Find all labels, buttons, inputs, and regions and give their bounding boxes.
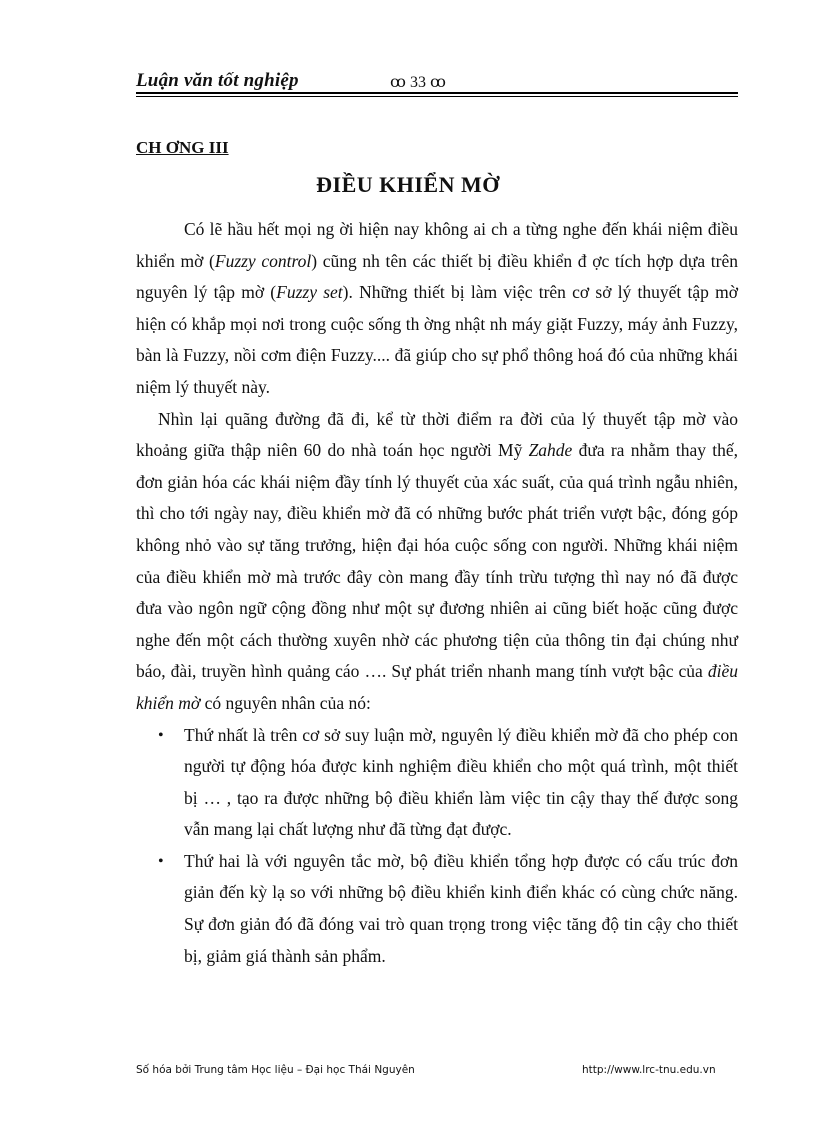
term-dieu-khien-mo: điều khiển mờ (136, 661, 738, 713)
header-rule (136, 92, 738, 94)
paragraph-2-text-a: Nhìn lại quãng đường đã đi, kể từ thời điểm ra đời của lý thuyết tập mờ vào khoảng giữa thập niên 60 do nhà toán học người Mỹ (136, 408, 738, 461)
paragraph-2 (136, 404, 738, 720)
chapter-title: ĐIỀU KHIỂN MỜ (316, 172, 500, 197)
list-item (136, 846, 738, 972)
term-zahde: Zahde (528, 440, 573, 461)
paragraph-1-text-a: Có lẽ hầu hết mọi ng ời hiện nay không ai ch a từng nghe đến khái niệm điều khiển mờ ( (136, 219, 738, 271)
paragraph-1-text-e: ). Những thiết bị làm việc trên cơ sở lý thuyết tập mờ hiện có khắp mọi nơi trong cuộc sống th ờng nhật nh máy giặt Fuzzy, máy ảnh Fuzzy, bàn là Fuzzy, nồi cơm điện Fuzzy.... đã giúp cho sự phổ thông hoá đó của những khái niệm lý thuyết này. (136, 282, 738, 397)
list-item-text: Thứ nhất là trên cơ sở suy luận mờ, nguyên lý điều khiển mờ đã cho phép con người tự động hóa được kinh nghiệm điều khiển cho một quá trình, một thiết bị … , tạo ra được những bộ điều khiển làm việc tin cậy thay thế được song vẫn mang lại chất lượng như đã từng đạt được. (184, 724, 738, 840)
paragraph-2-text-e: có nguyên nhân của nó: (200, 692, 371, 713)
list-item-text: Thứ hai là với nguyên tắc mờ, bộ điều khiển tổng hợp được có cấu trúc đơn giản đến kỳ lạ so với những bộ điều khiển kinh điển khác có cùng chức năng. Sự đơn giản đó đã đóng vai trò quan trọng trong việc tăng độ tin cậy cho thiết bị, giảm giá thành sản phẩm. (184, 850, 738, 966)
bullet-icon: • (158, 726, 164, 744)
header-title: Luận văn tốt nghiệp (136, 70, 299, 91)
term-fuzzy-set: Fuzzy set (276, 282, 343, 303)
document-body (136, 214, 738, 972)
page-number: ꝏ 33 ꝏ (390, 74, 446, 91)
reasons-list (136, 720, 738, 973)
chapter-label: CH ƠNG III (136, 138, 229, 157)
page-header (136, 68, 738, 98)
list-item (136, 720, 738, 846)
paragraph-1-text-c: ) cũng nh tên các thiết bị điều khiển đ ợc tích hợp dựa trên nguyên lý tập mờ ( (136, 250, 738, 303)
footer-url[interactable]: http://www.lrc-tnu.edu.vn (582, 1064, 716, 1076)
paragraph-1 (136, 214, 738, 404)
header-rule-thin (136, 96, 738, 97)
bullet-icon: • (158, 852, 164, 870)
term-fuzzy-control: Fuzzy control (214, 250, 312, 271)
paragraph-2-text-c: đưa ra nhằm thay thế, đơn giản hóa các khái niệm đầy tính lý thuyết của xác suất, của quá trình ngẫu nhiên, thì cho tới ngày nay, điều khiển mờ đã có những bước phát triển vượt bậc, đóng góp không nhỏ vào sự tăng trưởng, hiện đại hóa cuộc sống con người. Những khái niệm của điều khiển mờ mà trước đây còn mang đầy tính trừu tượng thì nay nó đã được đưa vào ngôn ngữ cộng đồng như một sự đương nhiên ai cũng biết hoặc cũng được nghe đến một cách thường xuyên nhờ các phương tiện của thông tin đại chúng như báo, đài, truyền hình quảng cáo …. Sự phát triển nhanh mang tính vượt bậc của (136, 440, 738, 682)
footer-source: Số hóa bởi Trung tâm Học liệu – Đại học Thái Nguyên (136, 1064, 415, 1076)
